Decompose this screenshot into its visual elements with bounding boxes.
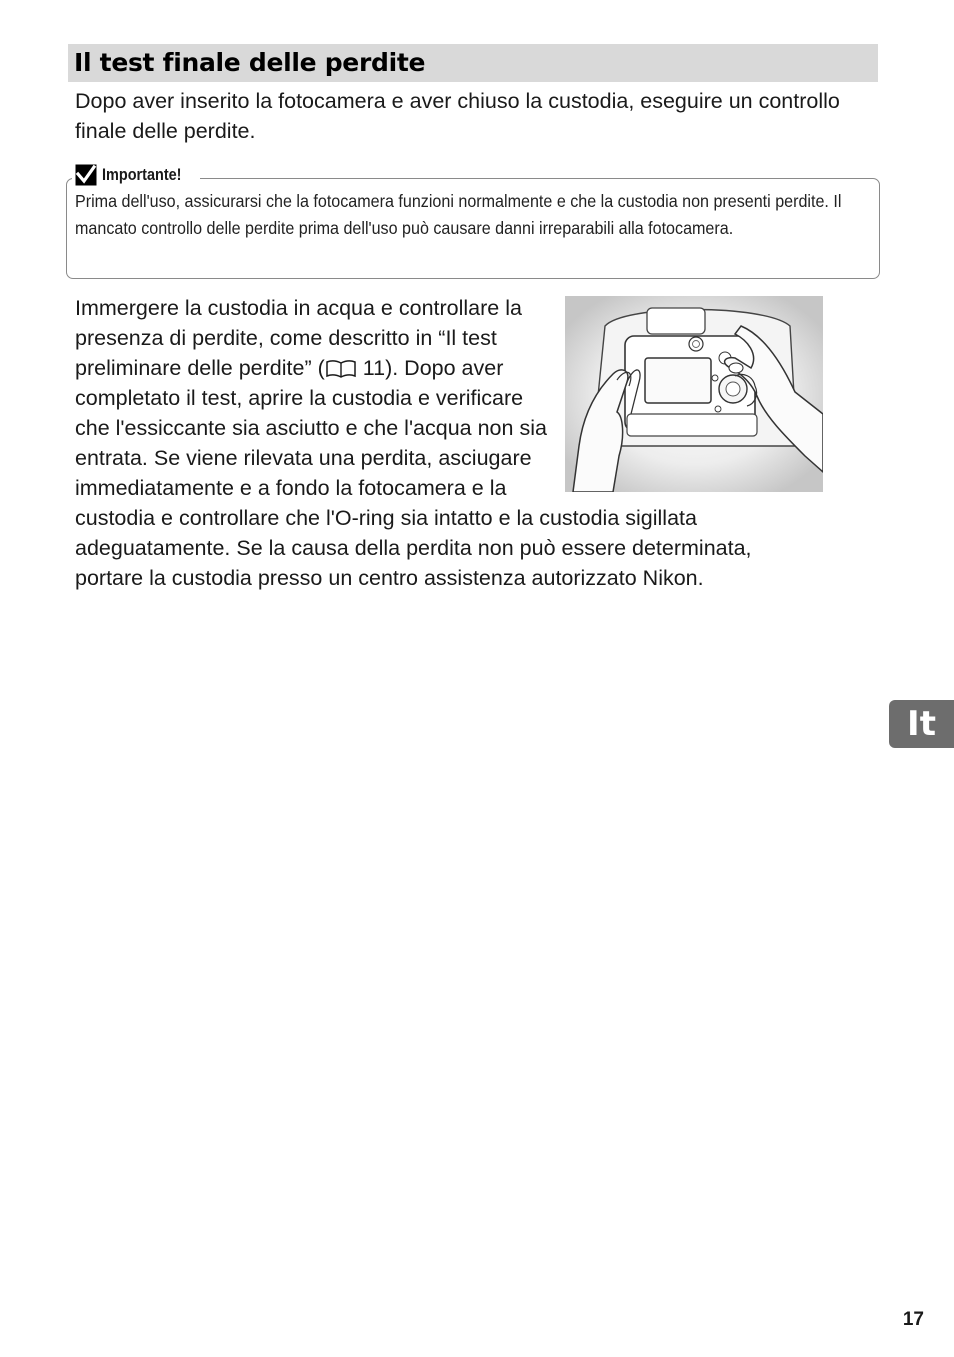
important-note-header xyxy=(72,163,200,187)
important-note-text: Prima dell'uso, assicurarsi che la fotocamera funzioni normalmente e che la custodia non presenti perdite. Il mancato controllo delle perdite prima dell'uso può causare danni irreparabili alla fotocamera. xyxy=(75,191,842,238)
important-note-title: Importante! xyxy=(102,165,182,184)
section-title: Il test finale delle perdite xyxy=(74,48,426,77)
camera-housing-illustration xyxy=(565,296,823,492)
body-text-part-2: ). Dopo aver completato il test, aprire la custodia e verificare che l'essiccante sia asciutto e che l'acqua non sia entrata. Se viene rilevata una perdita, asciugare immediatamente e a fondo la fotocamera e la custodia e controllare che l'O-ring sia intatto e la custodia sigillata adeguatamente. Se la causa della perdita non può essere determinata, portare la custodia presso un centro assistenza autorizzato Nikon. xyxy=(75,356,752,590)
section-header xyxy=(68,44,878,82)
page-reference: 11 xyxy=(362,356,386,380)
body-paragraph xyxy=(75,293,820,593)
check-icon xyxy=(75,164,97,186)
body-text-part-1: Immergere la custodia in acqua e controllare la presenza di perdite, come descritto in “Il test preliminare delle perdite” ( xyxy=(75,296,522,380)
language-tab: It xyxy=(889,700,954,748)
book-icon xyxy=(325,360,357,378)
page-number: 17 xyxy=(902,1309,924,1330)
intro-paragraph: Dopo aver inserito la fotocamera e aver chiuso la custodia, eseguire un controllo finale delle perdite. xyxy=(75,89,840,143)
